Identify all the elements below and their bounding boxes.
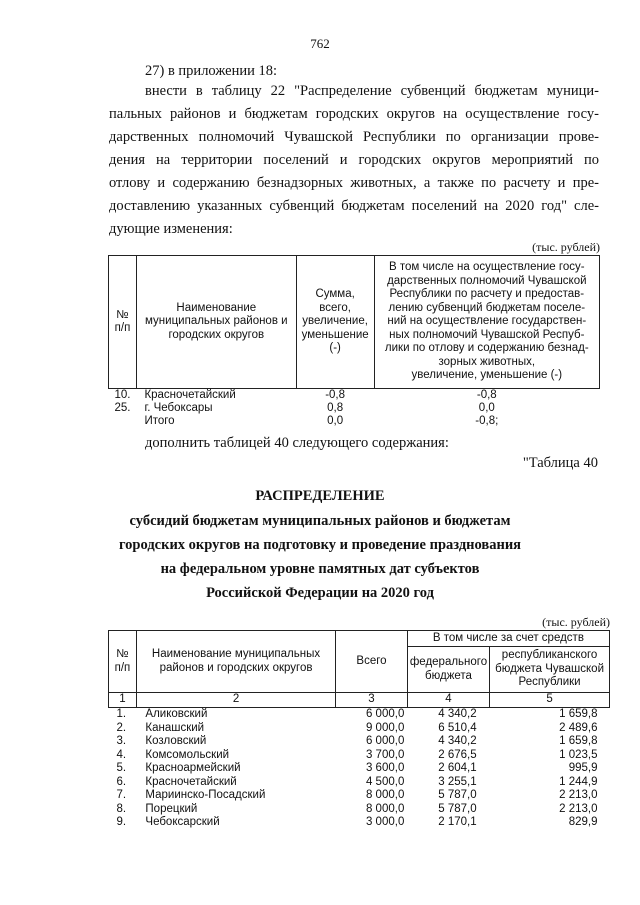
row-fed: 2 604,1 xyxy=(438,762,477,774)
row-rep: 1 659,8 xyxy=(559,735,598,747)
row-name: Чебоксарский xyxy=(145,816,220,828)
row-num: 1. xyxy=(116,708,127,720)
col-number: 3 xyxy=(336,693,408,708)
header-line: ний на осуществление государствен- xyxy=(387,315,587,328)
row-fed: 4 340,2 xyxy=(438,735,477,747)
row-name: Канашский xyxy=(145,721,205,734)
row-num: 8. xyxy=(116,802,127,815)
row-fed: 3 255,1 xyxy=(438,775,477,788)
intro-line: дующие изменения: xyxy=(109,221,233,237)
row-name: Мариинско-Посадский xyxy=(145,789,266,801)
row-total: 8 000,0 xyxy=(365,789,405,801)
row-name: Итого xyxy=(144,415,175,427)
row-sum: 0,0 xyxy=(327,415,344,427)
header-line: В том числе на осуществление госу- xyxy=(389,261,585,274)
intro-line: внести в таблицу 22 "Распределение субвенций бюджетам муници- xyxy=(145,83,599,99)
table-row xyxy=(109,803,610,817)
col-number: 1 xyxy=(109,693,137,708)
intro-line: дарственных полномочий Чувашской Республики по организации прове- xyxy=(109,129,599,145)
table-row xyxy=(109,389,600,403)
supplement-text: дополнить таблицей 40 следующего содержания: xyxy=(145,435,449,451)
table1 xyxy=(108,255,600,428)
header-line: ных полномочий Чувашской Респуб- xyxy=(389,328,585,341)
row-name: Порецкий xyxy=(145,802,198,815)
col-number: 2 xyxy=(136,693,335,708)
table2-header-rep: республиканского бюджета Чувашской Республики xyxy=(490,647,610,693)
row-total: 3 700,0 xyxy=(365,748,405,761)
table-row xyxy=(109,722,610,736)
table1-header-sum: Сумма, всего, увеличение, уменьшение (-) xyxy=(296,256,374,389)
row-incl: -0,8 xyxy=(476,389,497,401)
table-row xyxy=(109,816,610,830)
header-line: Республики по расчету и предостав- xyxy=(389,288,585,301)
table1-header-row xyxy=(109,256,600,389)
row-name: Красночетайский xyxy=(144,389,236,401)
row-sum: 0,8 xyxy=(327,402,344,414)
table2-header-incl: В том числе за счет средств xyxy=(407,631,609,647)
distribution-title: РАСПРЕДЕЛЕНИЕ xyxy=(255,488,385,504)
table2-header-fed: федерального бюджета xyxy=(407,647,489,693)
header-line: зорных животных, xyxy=(438,355,536,368)
table-row xyxy=(109,762,610,776)
row-fed: 5 787,0 xyxy=(438,802,477,815)
table1-header-name: Наименование муниципальных районов и городских округов xyxy=(136,256,296,389)
header-line: увеличение, уменьшение (-) xyxy=(411,369,563,382)
row-num: 6. xyxy=(116,775,127,788)
row-incl: -0,8; xyxy=(475,415,499,427)
row-name: Аликовский xyxy=(145,708,208,720)
table1-header-num: № п/п xyxy=(109,256,137,389)
row-rep: 2 489,6 xyxy=(559,721,598,734)
table1-unit: (тыс. рублей) xyxy=(532,240,600,254)
page-number: 762 xyxy=(310,36,330,51)
table-row xyxy=(109,789,610,803)
row-fed: 4 340,2 xyxy=(438,708,477,720)
row-num xyxy=(109,415,137,428)
row-num: 2. xyxy=(116,721,127,734)
row-fed: 2 170,1 xyxy=(438,816,477,828)
table-row xyxy=(109,749,610,763)
row-fed: 6 510,4 xyxy=(438,721,477,734)
row-total: 9 000,0 xyxy=(365,721,405,734)
row-total: 3 600,0 xyxy=(365,762,405,774)
table2-header-name: Наименование муниципальных районов и городских округов xyxy=(136,631,335,693)
row-name: Красночетайский xyxy=(145,775,237,788)
row-total: 3 000,0 xyxy=(365,816,405,828)
row-num: 7. xyxy=(116,789,127,801)
header-line: дарственных полномочий Чувашской xyxy=(387,274,587,287)
table2-header-num: № п/п xyxy=(109,631,137,693)
intro-line: доставлению указанных субвенций бюджетам поселений на 2020 год" сле- xyxy=(109,198,599,214)
title-line: Российской Федерации на 2020 год xyxy=(206,585,434,601)
col-number: 4 xyxy=(407,693,489,708)
table2-unit: (тыс. рублей) xyxy=(542,615,610,629)
row-name: Комсомольский xyxy=(145,748,230,761)
row-num: 9. xyxy=(116,816,127,828)
table-row xyxy=(109,735,610,749)
row-num: 10. xyxy=(114,389,131,401)
row-fed: 5 787,0 xyxy=(438,789,477,801)
col-number: 5 xyxy=(490,693,610,708)
table2-header-total: Всего xyxy=(336,631,408,693)
table-row xyxy=(109,415,600,428)
row-total: 6 000,0 xyxy=(365,735,405,747)
row-name: Красноармейский xyxy=(145,762,241,774)
row-total: 6 000,0 xyxy=(365,708,405,720)
item-heading: 27) в приложении 18: xyxy=(145,63,278,79)
row-rep: 995,9 xyxy=(568,762,598,774)
table2-colnum-row xyxy=(109,693,610,708)
row-num: 3. xyxy=(116,735,127,747)
row-fed: 2 676,5 xyxy=(438,748,477,761)
table-row xyxy=(109,402,600,415)
row-total: 8 000,0 xyxy=(365,802,405,815)
table2-header-row xyxy=(109,631,610,647)
row-name: г. Чебоксары xyxy=(144,402,213,414)
table-row xyxy=(109,776,610,790)
intro-line: дения на территории поселений и городских округов мероприятий по xyxy=(109,152,599,168)
intro-line: отлову и содержанию безнадзорных животных, а также по расчету и пре- xyxy=(109,175,599,191)
title-line: городских округов на подготовку и проведение празднования xyxy=(118,537,522,553)
table-label: "Таблица 40 xyxy=(522,455,598,471)
title-line: на федеральном уровне памятных дат субъектов xyxy=(160,561,480,577)
table2 xyxy=(108,630,610,830)
row-rep: 2 213,0 xyxy=(559,789,598,801)
table-row xyxy=(109,708,610,722)
row-num: 5. xyxy=(116,762,127,774)
row-name: Козловский xyxy=(145,735,207,747)
header-line: лики по отлову и содержанию безнад- xyxy=(384,342,589,355)
row-total: 4 500,0 xyxy=(365,775,405,788)
row-num: 25. xyxy=(114,402,131,414)
intro-line: пальных районов и бюджетам городских округов на осуществление госу- xyxy=(109,106,599,122)
title-line: субсидий бюджетам муниципальных районов и бюджетам xyxy=(129,513,511,529)
row-rep: 829,9 xyxy=(568,816,598,828)
row-sum: -0,8 xyxy=(325,389,346,401)
row-incl: 0,0 xyxy=(478,402,495,414)
row-rep: 1 659,8 xyxy=(559,708,598,720)
row-rep: 2 213,0 xyxy=(559,802,598,815)
header-line: лению субвенций бюджетам поселе- xyxy=(388,301,586,314)
row-rep: 1 244,9 xyxy=(559,775,598,788)
row-rep: 1 023,5 xyxy=(559,748,598,761)
row-num: 4. xyxy=(116,748,127,761)
table1-header-incl xyxy=(374,256,599,389)
